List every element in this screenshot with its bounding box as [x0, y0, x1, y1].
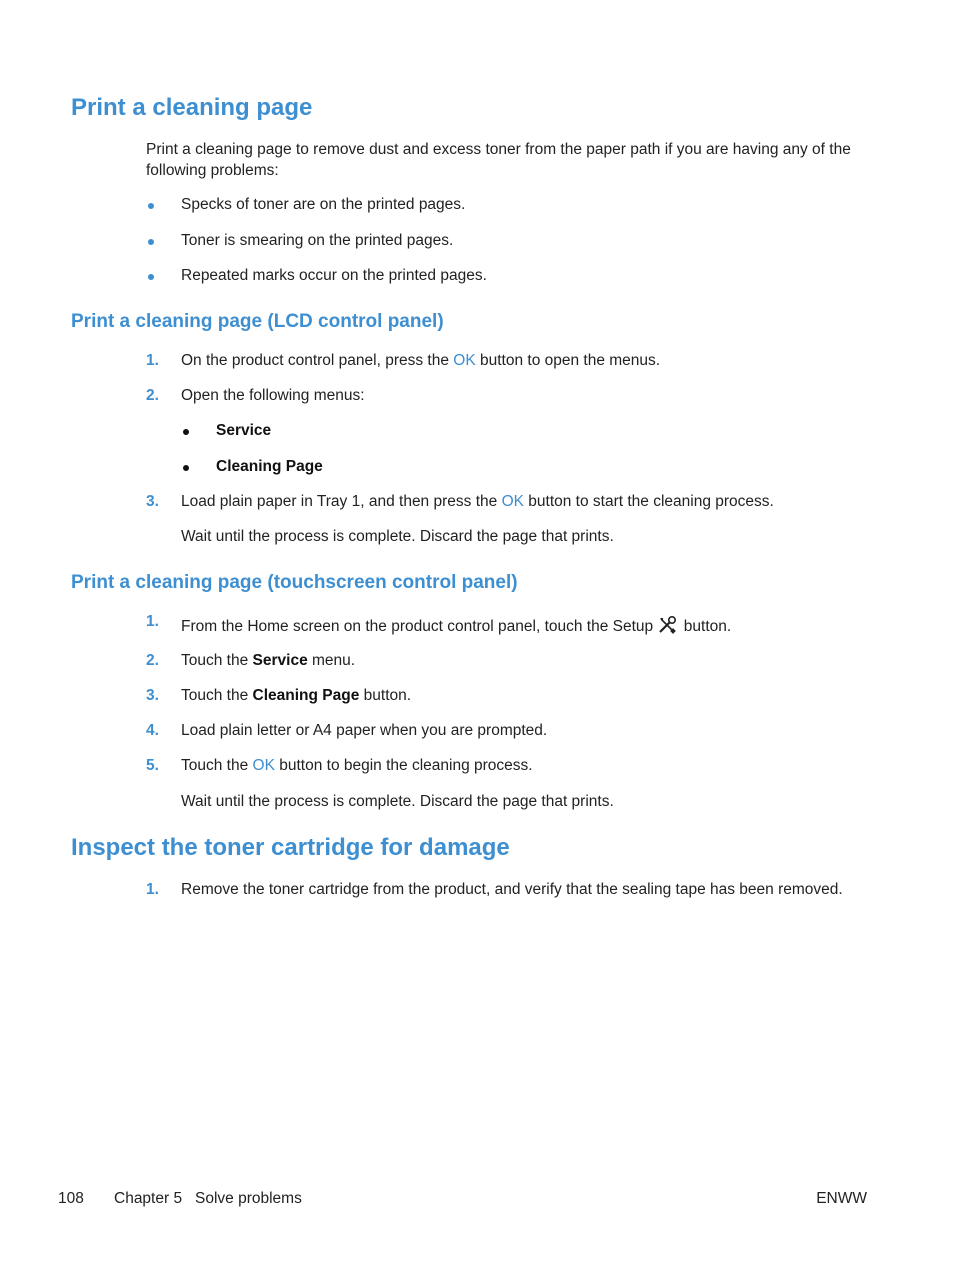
step-text: [181, 615, 731, 636]
step-text-post: menu.: [307, 652, 356, 669]
wait-note: Wait until the process is complete. Discard the page that prints.: [181, 528, 614, 545]
step-text-post: button.: [679, 618, 732, 635]
step-number: 5.: [146, 757, 159, 774]
step-number: 1.: [146, 352, 159, 369]
section-title-touchscreen: Print a cleaning page (touchscreen control panel): [71, 572, 518, 593]
step-text: Remove the toner cartridge from the product, and verify that the sealing tape has been removed.: [181, 881, 843, 898]
step-text-post: button to start the cleaning process.: [523, 493, 774, 510]
ok-key-label: OK: [252, 757, 275, 774]
step-text-pre: Touch the: [181, 687, 253, 704]
step-text: Open the following menus:: [181, 387, 365, 404]
section-title-print-cleaning-page: Print a cleaning page: [71, 94, 313, 121]
bullet-dot: [148, 203, 154, 209]
page-number: 108: [58, 1190, 84, 1207]
chapter-label: Chapter 5 Solve problems: [114, 1190, 302, 1207]
list-item: Specks of toner are on the printed pages.: [181, 196, 466, 213]
bullet-dot: [148, 239, 154, 245]
step-text-pre: Touch the: [181, 757, 253, 774]
step-text-post: button to begin the cleaning process.: [274, 757, 533, 774]
list-item: Toner is smearing on the printed pages.: [181, 232, 454, 249]
footer-right-label: ENWW: [816, 1190, 867, 1207]
step-text: [181, 652, 355, 670]
step-text: [181, 687, 411, 705]
cleaning-page-label: Cleaning Page: [252, 687, 360, 704]
intro-paragraph: Print a cleaning page to remove dust and excess toner from the paper path if you are having any of the following problems:: [146, 141, 851, 179]
ok-key-label: OK: [453, 352, 476, 369]
step-number: 3.: [146, 687, 159, 704]
step-text-pre: Touch the: [181, 652, 253, 669]
step-text: [181, 493, 774, 511]
section-title-lcd: Print a cleaning page (LCD control panel): [71, 311, 444, 332]
step-text: [181, 352, 660, 370]
list-item: Repeated marks occur on the printed pages.: [181, 267, 487, 284]
section-title-inspect-toner: Inspect the toner cartridge for damage: [71, 834, 510, 861]
step-number: 1.: [146, 881, 159, 898]
step-text-pre: From the Home screen on the product control panel, touch the Setup: [181, 618, 658, 635]
bullet-dot: [148, 274, 154, 280]
wait-note: Wait until the process is complete. Discard the page that prints.: [181, 793, 614, 810]
bullet-dot: [183, 465, 189, 471]
step-text-pre: Load plain paper in Tray 1, and then press the: [181, 493, 502, 510]
ok-key-label: OK: [501, 493, 524, 510]
step-text: Load plain letter or A4 paper when you are prompted.: [181, 722, 548, 739]
step-number: 2.: [146, 652, 159, 669]
step-text: [181, 757, 533, 775]
menu-item-cleaning-page: Cleaning Page: [216, 458, 323, 475]
step-number: 4.: [146, 722, 159, 739]
step-number: 2.: [146, 387, 159, 404]
step-number: 3.: [146, 493, 159, 510]
menu-item-service: Service: [216, 422, 272, 439]
step-number: 1.: [146, 613, 159, 630]
step-text-post: button to open the menus.: [475, 352, 661, 369]
bullet-dot: [183, 429, 189, 435]
service-label: Service: [252, 652, 308, 669]
setup-wrench-icon: [657, 615, 679, 635]
step-text-pre: On the product control panel, press the: [181, 352, 454, 369]
step-text-post: button.: [359, 687, 412, 704]
